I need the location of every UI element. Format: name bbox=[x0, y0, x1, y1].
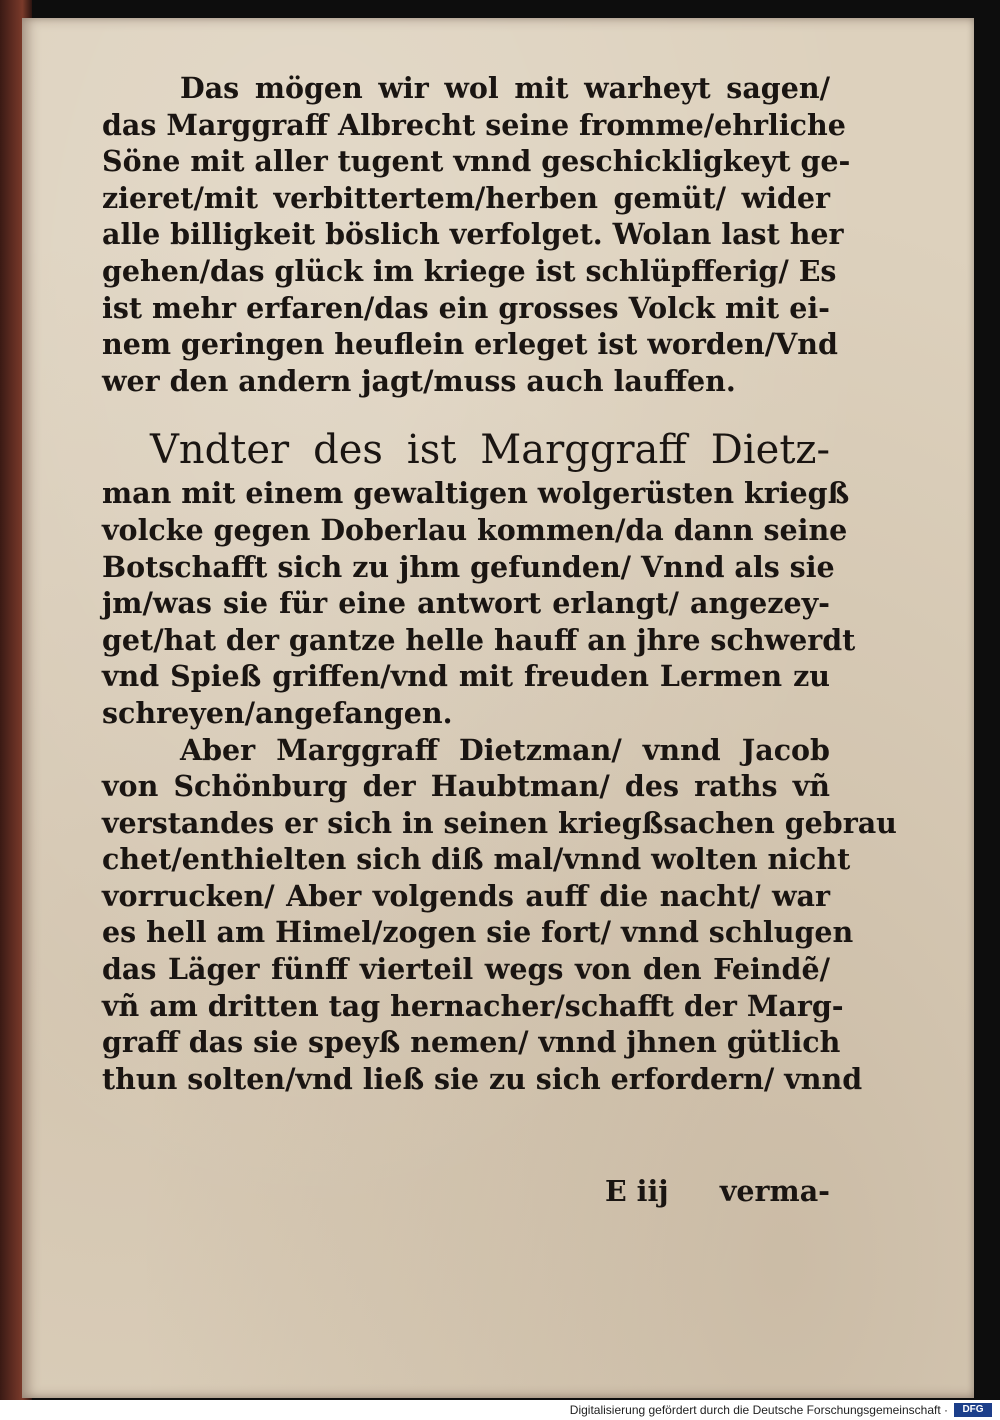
text-line: alle billigkeit böslich verfolget. Wolan last her bbox=[102, 217, 844, 252]
text-line: ist mehr erfaren/das ein grosses Volck mit ei- bbox=[102, 290, 830, 325]
text-line: thun solten/vnd ließ sie zu sich erfordern/ vnnd bbox=[102, 1061, 863, 1096]
page-text bbox=[102, 70, 897, 1097]
text-line: volcke gegen Doberlau kommen/da dann seine bbox=[102, 512, 848, 547]
dfg-logo-icon: DFG bbox=[954, 1403, 992, 1417]
text-line: vnd Spieß griffen/vnd mit freuden Lermen zu bbox=[102, 659, 830, 694]
text-line: das Marggraff Albrecht seine fromme/ehrliche bbox=[102, 107, 846, 142]
signature-mark: E iij bbox=[605, 1174, 669, 1208]
text-line: wer den andern jagt/muss auch lauffen. bbox=[102, 363, 736, 398]
text-line: vorrucken/ Aber volgends auff die nacht/ war bbox=[102, 878, 830, 913]
text-line: gehen/das glück im kriege ist schlüpfferig/ Es bbox=[102, 253, 837, 288]
text-line: vñ am dritten tag hernacher/schafft der Marg- bbox=[102, 988, 844, 1023]
text-line: chet/enthielten sich diß mal/vnnd wolten nicht bbox=[102, 842, 851, 877]
catchword: verma- bbox=[719, 1174, 830, 1208]
text-line: von Schönburg der Haubtman/ des raths vñ bbox=[102, 769, 830, 804]
text-line: schreyen/angefangen. bbox=[102, 695, 453, 730]
text-line: get/hat der gantze helle hauff an jhre schwerdt bbox=[102, 622, 856, 657]
paragraph-gap bbox=[102, 399, 830, 425]
text-line: das Läger fünff vierteil wegs von den Feindẽ/ bbox=[102, 952, 830, 987]
text-line: graff das sie speyß nemen/ vnnd jhnen gütlich bbox=[102, 1025, 841, 1060]
text-line: man mit einem gewaltigen wolgerüsten kriegß bbox=[102, 476, 850, 511]
section-opening-line: Vndter des ist Marggraff Dietz- bbox=[150, 427, 830, 474]
text-line: jm/was sie für eine antwort erlangt/ angezey- bbox=[102, 586, 830, 621]
text-line: Botschafft sich zu jhm gefunden/ Vnnd als sie bbox=[102, 549, 835, 584]
text-line: zieret/mit verbittertem/herben gemüt/ wider bbox=[102, 180, 830, 215]
text-line: es hell am Himel/zogen sie fort/ vnnd schlugen bbox=[102, 915, 854, 950]
page-paper bbox=[22, 18, 974, 1398]
text-line: verstandes er sich in seinen kriegßsachen gebrau bbox=[102, 805, 897, 840]
text-line: nem geringen heuflein erleget ist worden/Vnd bbox=[102, 327, 838, 362]
text-line: Söne mit aller tugent vnnd geschickligkeyt ge- bbox=[102, 144, 851, 179]
text-line: Aber Marggraff Dietzman/ vnnd Jacob bbox=[180, 732, 830, 767]
footer-bar bbox=[0, 1400, 1000, 1420]
funding-credit: Digitalisierung gefördert durch die Deutsche Forschungsgemeinschaft · bbox=[569, 1403, 948, 1417]
text-line: Das mögen wir wol mit warheyt sagen/ bbox=[180, 71, 830, 105]
